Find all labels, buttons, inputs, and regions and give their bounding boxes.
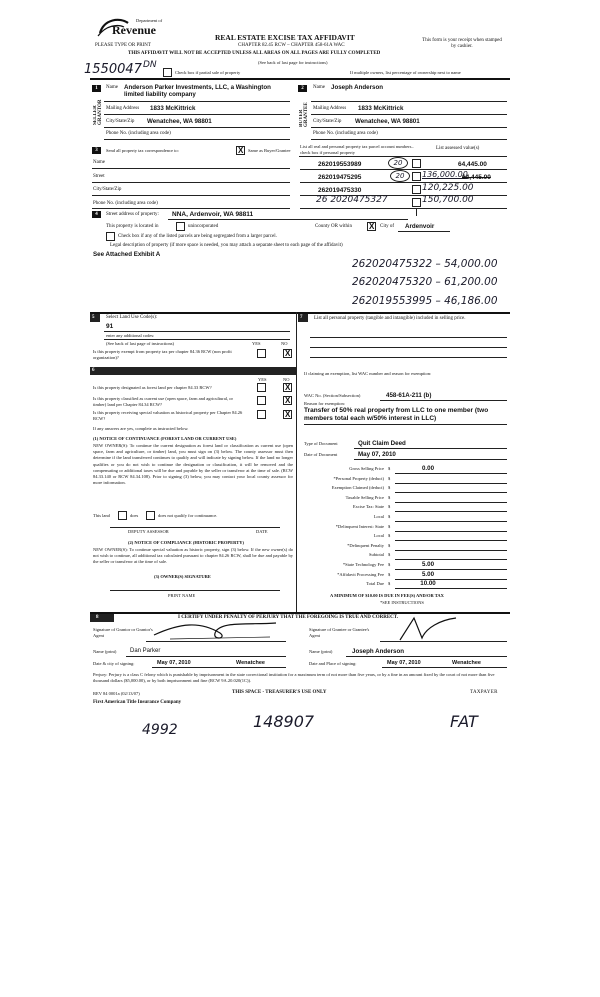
buyer-name-label: Name — [313, 85, 325, 90]
doc-date-label: Date of Document — [304, 452, 338, 457]
buyer-address[interactable]: 1833 McKittrick — [358, 105, 404, 112]
divider — [395, 511, 507, 512]
grantee-date[interactable]: May 07, 2010 — [387, 660, 421, 666]
corr-phone-label: Phone No. (including area code) — [93, 201, 158, 206]
grantor-name[interactable]: Dan Parker — [130, 648, 161, 654]
does-not-checkbox[interactable] — [146, 511, 155, 520]
does-label: does — [130, 513, 139, 518]
buyer-phone-label: Phone No. (including area code) — [313, 131, 378, 136]
section-2-badge: 2 — [298, 85, 307, 92]
dollar-sign: $ — [388, 523, 391, 529]
divider — [311, 114, 507, 115]
divider — [395, 492, 507, 493]
doc-type[interactable]: Quit Claim Deed — [358, 440, 406, 447]
seller-address[interactable]: 1833 McKittrick — [150, 105, 196, 112]
tax-row-value[interactable]: 0.00 — [421, 465, 435, 472]
date-label: DATE — [256, 529, 268, 534]
divider — [382, 667, 507, 668]
exemption-claim-label: If claiming an exemption, list WAC number and reason for exemption: — [304, 371, 432, 376]
divider — [310, 347, 507, 348]
section-bar — [90, 367, 296, 375]
assessed-header: List assessed value(s) — [436, 146, 480, 151]
handwritten-left: 4992 — [142, 722, 178, 738]
located-in-label: This property is located in — [106, 224, 159, 229]
exempt-question: Is this property exempt from property tax per chapter 84.36 RCW (non profit organization)? — [93, 349, 232, 360]
divider — [311, 127, 507, 128]
wac-label: WAC No. (Section/Subsection) — [304, 393, 361, 398]
divider — [395, 521, 507, 522]
parcel-number[interactable]: 262019553989 — [318, 161, 362, 168]
grantor-name-label: Name (print) — [93, 649, 117, 654]
handwritten-note: 262019553995 – 46,186.00 — [352, 295, 498, 307]
divider — [104, 331, 290, 332]
corr-street-label: Street — [93, 174, 105, 179]
tax-row-value[interactable]: 10.00 — [420, 580, 436, 588]
seller-city[interactable]: Wenatchee, WA 98801 — [147, 118, 212, 125]
divider — [311, 139, 507, 140]
section-6-badge: 6 — [92, 368, 95, 373]
section-7-badge: 7 — [300, 315, 303, 320]
unincorporated-label: unincorporated — [188, 224, 219, 229]
divider — [296, 312, 297, 612]
dollar-sign: $ — [388, 562, 391, 567]
multiple-owners-label: If multiple owners, list percentage of ownership next to name — [350, 70, 461, 75]
dollar-sign: $ — [388, 581, 391, 587]
unincorporated-checkbox[interactable] — [176, 222, 185, 231]
divider — [395, 550, 507, 551]
grantee-city[interactable]: Wenatchee — [452, 660, 481, 666]
assessed-value[interactable]: 64,445.00 — [458, 161, 487, 168]
tax-row-label: *State Technology Fee — [342, 562, 384, 567]
dollar-sign: $ — [388, 542, 391, 548]
divider — [152, 667, 286, 668]
city-of-label: City of — [380, 224, 395, 229]
dollar-sign: $ — [388, 504, 391, 510]
divider — [398, 231, 450, 232]
please-type: PLEASE TYPE OR PRINT — [95, 43, 151, 48]
s6-no-header: NO — [283, 377, 290, 382]
divider — [104, 114, 290, 115]
same-as-buyer-label: Same as Buyer/Grantee — [248, 148, 291, 153]
dollar-sign: $ — [388, 552, 391, 558]
grantor-sig-label: Signature of Grantor or Grantor's Agent — [93, 627, 153, 638]
section-4-badge: 4 — [92, 211, 101, 218]
seller-side-label: SELLER GRANTOR — [93, 99, 103, 125]
land-use-code[interactable]: 91 — [106, 323, 114, 330]
assessed-value-struck: 64,445.00 — [462, 174, 491, 181]
if-yes-text: If any answers are yes, complete as instructed below. — [93, 426, 189, 431]
divider — [92, 208, 290, 209]
county-or-within-label: County OR within — [315, 224, 352, 229]
title-company: First American Title Insurance Company — [93, 700, 182, 705]
forest-yes-checkbox[interactable] — [257, 383, 266, 392]
grantee-name-label: Name (print) — [309, 649, 333, 654]
current-use-yes-checkbox[interactable] — [257, 396, 266, 405]
dollar-sign: $ — [388, 475, 391, 481]
historic-question: Is this property receiving special valuation as historical property per Chapter 84.26 RCW? — [93, 410, 243, 421]
divider — [346, 656, 507, 657]
grantor-date[interactable]: May 07, 2010 — [157, 660, 191, 666]
see-instructions: *SEE INSTRUCTIONS — [380, 600, 424, 605]
handwritten-right: FAT — [450, 712, 478, 731]
parcel-number[interactable]: 262019475295 — [318, 174, 362, 181]
tax-row-label: Exemption Claimed (deduct) — [331, 485, 384, 491]
buyer-name[interactable]: Joseph Anderson — [331, 84, 384, 91]
receipt-note: This form is your receipt when stamped by cashier. — [422, 38, 502, 49]
segregated-checkbox[interactable] — [106, 232, 115, 241]
divider — [92, 168, 290, 169]
buyer-address-label: Mailing Address — [313, 106, 347, 111]
current-use-no-checkbox[interactable] — [283, 396, 292, 405]
parcel-circle: 20 — [388, 157, 408, 169]
certify-text: I CERTIFY UNDER PENALTY OF PERJURY THAT THE FOREGOING IS TRUE AND CORRECT. — [178, 615, 399, 620]
does-not-label: does not qualify for continuance. — [158, 513, 218, 518]
divider — [92, 182, 290, 183]
reason-label: Reason for exemption: — [304, 401, 345, 406]
divider — [395, 588, 507, 589]
property-city[interactable]: Ardenvoir — [405, 223, 435, 230]
see-back: (See back of last page for instructions) — [258, 60, 328, 65]
dollar-sign: $ — [388, 485, 391, 491]
handwritten-initials: DN — [143, 60, 157, 70]
taxpayer-label: TAXPAYER — [470, 690, 498, 695]
tax-row-value[interactable]: 5.00 — [421, 561, 435, 568]
parcel-number[interactable]: 262019475330 — [318, 187, 362, 194]
tax-row-label: Total Due — [366, 581, 384, 587]
dor-logo — [94, 15, 164, 41]
dollar-sign: $ — [388, 494, 391, 500]
tax-row-value[interactable]: 5.00 — [421, 570, 435, 578]
corr-city-label: City/State/Zip — [93, 187, 122, 192]
parcel-circle: 20 — [390, 170, 410, 182]
personal-property-label: List all personal property (tangible and intangible) included in selling price. — [314, 316, 466, 321]
current-use-question: Is this property classified as current use (open space, farm and agricultural, or timber) land per Chapter 84.34 RCW? — [93, 396, 233, 407]
divider — [104, 101, 290, 102]
section-5-badge: 5 — [92, 315, 95, 320]
tax-row-label: Subtotal — [368, 552, 384, 558]
divider — [380, 641, 507, 642]
hand-assessed-value: 150,700.00 — [422, 195, 474, 205]
section-bar — [90, 614, 114, 622]
notice2-title: (2) NOTICE OF COMPLIANCE (HISTORIC PROPERTY) — [128, 540, 244, 545]
divider — [300, 182, 507, 183]
grantee-date-label: Date and Place of signing: — [309, 661, 357, 666]
divider — [146, 641, 286, 642]
divider — [380, 400, 507, 401]
handwritten-center: 148907 — [253, 712, 315, 731]
seller-phone-label: Phone No. (including area code) — [106, 131, 171, 136]
divider — [310, 337, 507, 338]
divider — [395, 473, 507, 474]
form-chapter: CHAPTER 82.45 RCW – CHAPTER 458-61A WAC — [238, 43, 345, 48]
see-attached: See Attached Exhibit A — [93, 251, 161, 258]
historic-no-checkbox[interactable] — [283, 410, 292, 419]
divider — [104, 127, 290, 128]
tax-row-label: Excise Tax: State — [352, 504, 384, 510]
divider — [395, 483, 507, 484]
dollar-sign: $ — [388, 533, 391, 539]
signature-scribble-icon — [150, 617, 280, 643]
legal-desc-label: Legal description of property (if more space is needed, you may attach a separate sheet to each page of the affidavit) — [110, 243, 343, 248]
does-checkbox[interactable] — [118, 511, 127, 520]
perjury-text: Perjury: Perjury is a class C felony which is punishable by imprisonment in the state correctional institution for a maximum term of not more than five years, or by a fine in an amount fixed by the court of not more than five thousand dollars ($5,000.00), or by both imprisonment and fine (RCW 9A.20.020(1C)). — [93, 672, 495, 684]
divider — [104, 139, 290, 140]
historic-yes-checkbox[interactable] — [257, 410, 266, 419]
divider — [311, 101, 507, 102]
no-header: NO — [281, 341, 288, 346]
tax-row-label: Taxable Selling Price — [345, 494, 384, 500]
tax-row-label: *Personal Property (deduct) — [333, 475, 384, 481]
dollar-sign: $ — [388, 466, 391, 471]
section-1-badge: 1 — [92, 85, 101, 92]
buyer-side-label: BUYER GRANTEE — [299, 102, 309, 127]
handwritten-note: 262020475320 – 61,200.00 — [352, 276, 498, 288]
seller-address-label: Mailing Address — [106, 106, 140, 111]
seller-name[interactable]: Anderson Parker Investments, LLC, a Washington limited liability company — [124, 84, 271, 98]
personal-property-checkbox[interactable] — [412, 198, 421, 207]
partial-sale-label: Check box if partial sale of property — [175, 70, 241, 75]
grantee-name[interactable]: Joseph Anderson — [352, 648, 405, 655]
print-name-label: PRINT NAME — [168, 593, 196, 598]
divider — [354, 448, 507, 449]
minimum-note: A MINIMUM OF $10.00 IS DUE IN FEE(S) AND/OR TAX — [330, 593, 444, 598]
tax-row-label: Local — [373, 533, 384, 539]
partial-sale-checkbox[interactable] — [163, 68, 172, 77]
divider — [104, 339, 290, 340]
divider — [90, 78, 510, 80]
dollar-sign: $ — [388, 514, 391, 519]
notice1-text: NEW OWNER(S): To continue the current designation as forest land or classification as current use (open space, farm and agriculture, or timber) land, you must sign on (3) below. The county assessor must then determine if the land transferred continues to qualify and will indicate by signing below. If the land no longer qualifies or you do not wish to continue the designation or classification, it will be removed and the compensating or additional taxes will be due and payable by the seller or transferor at the time of sale. (RCW 84.33.140 or RCW 84.34.108). Prior to signing (3) below, you may contact your local county assessor for more information. — [93, 443, 293, 486]
tax-row-label: Gross Selling Price — [349, 466, 384, 471]
personal-property-checkbox[interactable] — [412, 172, 421, 181]
street-label: Street address of property: — [106, 212, 159, 217]
seller-city-label: City/State/Zip — [106, 119, 135, 124]
treasurer-note: THIS SPACE - TREASURER'S USE ONLY — [232, 690, 327, 695]
owner-sig-label: (3) OWNER(S) SIGNATURE — [154, 574, 211, 579]
form-revision: REV 84 0001a (02/13/07) — [93, 691, 140, 696]
property-street[interactable]: NNA, Ardenvoir, WA 98811 — [172, 211, 254, 218]
buyer-city[interactable]: Wenatchee, WA 98801 — [355, 118, 420, 125]
divider — [395, 540, 507, 541]
tax-row-label: Local — [373, 514, 384, 519]
section-8-badge: 8 — [96, 615, 99, 620]
grantor-date-label: Date & city of signing: — [93, 661, 135, 666]
divider — [395, 502, 507, 503]
city-checkbox[interactable] — [367, 222, 376, 231]
tax-row-label: *Affidavit Processing Fee — [337, 571, 384, 577]
divider — [310, 357, 507, 358]
notice1-title: (1) NOTICE OF CONTINUANCE (FOREST LAND OR CURRENT USE) — [93, 436, 237, 441]
warning-text: THIS AFFIDAVIT WILL NOT BE ACCEPTED UNLESS ALL AREAS ON ALL PAGES ARE FULLY COMPLETED — [128, 51, 381, 56]
divider — [168, 219, 408, 220]
correspondence-label: Send all property tax correspondence to: — [106, 148, 179, 153]
wac-number[interactable]: 458-61A-211 (b) — [386, 392, 432, 399]
grantor-city[interactable]: Wenatchee — [236, 660, 265, 666]
hand-assessed-value: 120,225.00 — [422, 183, 474, 193]
divider — [416, 208, 417, 216]
land-use-see-back: (See back of last page of instructions) — [106, 341, 174, 346]
this-land-label: This land — [93, 513, 110, 518]
exemption-reason[interactable]: Transfer of 50% real property from LLC to one member (two members total each w/50% interest in LLC) — [304, 407, 489, 422]
forest-question: Is this property designated as forest land per chapter 84.33 RCW? — [93, 385, 212, 390]
section-3-badge: 3 — [92, 147, 101, 154]
parcel-number-handwritten[interactable]: 26 2020475327 — [316, 195, 388, 205]
divider — [126, 656, 286, 657]
exempt-yes-checkbox[interactable] — [257, 349, 266, 358]
same-as-buyer-checkbox[interactable] — [236, 146, 245, 155]
divider — [110, 590, 280, 591]
tax-row-label: *Delinquent Penalty — [347, 542, 384, 548]
doc-date[interactable]: May 07, 2010 — [358, 451, 396, 458]
grantor-signature[interactable] — [150, 617, 280, 643]
divider — [354, 459, 507, 460]
form-title: REAL ESTATE EXCISE TAX AFFIDAVIT — [215, 33, 355, 42]
handwritten-note: 262020475322 – 54,000.00 — [352, 258, 498, 270]
grantee-sig-label: Signature of Grantee or Grantee's Agent — [309, 627, 370, 638]
logo-dept: Department of — [136, 18, 163, 23]
personal-property-checkbox[interactable] — [412, 159, 421, 168]
signature-scribble-icon — [370, 614, 460, 642]
seller-name-label: Name — [106, 85, 118, 90]
personal-property-checkbox[interactable] — [412, 185, 421, 194]
forest-no-checkbox[interactable] — [283, 383, 292, 392]
doc-type-label: Type of Document — [304, 441, 338, 446]
grantee-signature[interactable] — [370, 614, 460, 642]
deputy-assessor-label: DEPUTY ASSESSOR — [128, 529, 169, 534]
corr-name-label: Name — [93, 160, 105, 165]
divider — [395, 531, 507, 532]
logo-name: Revenue — [112, 23, 156, 37]
yes-header: YES — [252, 341, 261, 346]
segregated-label: Check box if any of the listed parcels are being segregated from a larger parcel. — [118, 234, 277, 239]
additional-codes-label: enter any additional codes: — [106, 333, 155, 338]
divider — [300, 208, 507, 209]
dollar-sign: $ — [388, 571, 391, 577]
notice2-text: NEW OWNER(S): To continue special valuation as historic property, sign (3) below. If the new owner(s) do not wish to continue, all additional tax calculated pursuant to chapter 84.26 RCW, shall be due and payable by the seller or transferor at the time of sale. — [93, 547, 293, 565]
divider — [110, 527, 280, 528]
land-use-label: Select Land Use Code(s): — [106, 315, 158, 320]
divider — [304, 424, 507, 425]
tax-row-label: *Delinquent Interest: State — [335, 523, 384, 529]
exempt-no-checkbox[interactable] — [283, 349, 292, 358]
handwritten-number: 1550047 — [84, 62, 142, 77]
divider — [92, 195, 290, 196]
hand-assessed-value: 136,000.00 — [422, 170, 468, 179]
parcels-header: List all real and personal property tax parcel account numbers–check box if personal property — [300, 144, 414, 155]
s6-yes-header: YES — [258, 377, 267, 382]
buyer-city-label: City/State/Zip — [313, 119, 342, 124]
